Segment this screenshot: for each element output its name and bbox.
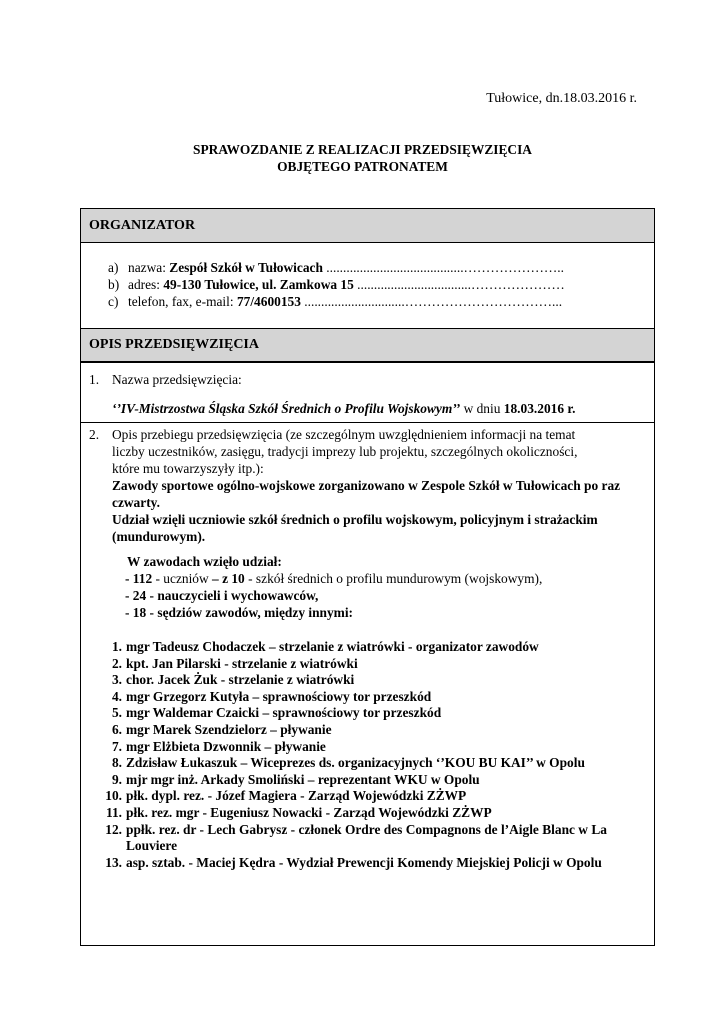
judge-text: chor. Jacek Żuk - strzelanie z wiatrówki bbox=[126, 672, 355, 688]
judge-list-item bbox=[101, 805, 651, 822]
judge-number: 1. bbox=[111, 639, 122, 654]
title-line-2: OBJĘTEGO PATRONATEM bbox=[277, 159, 448, 174]
intro-line-1: Opis przebiegu przedsięwzięcia (ze szczególnym uwzględnieniem informacji na temat bbox=[112, 427, 576, 442]
judge-list-item bbox=[101, 739, 651, 756]
judge-text: Zdzisław Łukaszuk – Wiceprezes ds. organizacyjnych ‘’KOU BU KAI’’ w Opolu bbox=[126, 755, 585, 771]
judge-number: 8. bbox=[111, 755, 122, 771]
judge-list-item bbox=[101, 788, 651, 805]
organizer-name-line bbox=[108, 259, 564, 276]
judge-text: kpt. Jan Pilarski - strzelanie z wiatrówki bbox=[126, 655, 358, 671]
schools-count: – z 10 bbox=[212, 571, 245, 586]
organizer-contact-value: 77/4600153 bbox=[236, 294, 301, 309]
judge-list-item bbox=[101, 672, 651, 689]
judges-count: - 18 bbox=[125, 605, 147, 620]
document-date: Tułowice, dn.18.03.2016 r. bbox=[486, 91, 637, 106]
judge-number: 7. bbox=[111, 738, 122, 754]
document-title bbox=[0, 141, 725, 175]
judge-number: 12. bbox=[105, 821, 122, 837]
organizer-contact-label: telefon, fax, e-mail: bbox=[128, 294, 237, 309]
participants-teachers-line: - 24 - nauczycieli i wychowawców, bbox=[125, 588, 319, 603]
organizer-address-value: 49-130 Tułowice, ul. Zamkowa 15 bbox=[163, 277, 354, 292]
participants-students-line bbox=[125, 570, 542, 587]
item-1-cell bbox=[81, 362, 654, 422]
judge-text: mgr Grzegorz Kutyła – sprawnościowy tor przeszkód bbox=[126, 688, 432, 704]
item-2-number: 2. bbox=[89, 427, 100, 442]
event-date: 18.03.2016 r. bbox=[503, 401, 576, 416]
organizer-address-dots: ..................................………………… bbox=[353, 277, 565, 292]
judge-list-item bbox=[101, 855, 651, 872]
participants-judges-line bbox=[125, 604, 353, 621]
organizer-heading: ORGANIZATOR bbox=[81, 209, 654, 243]
intro-line-2: liczby uczestników, zasięgu, tradycji imprezy lub projektu, szczególnych okoliczności, bbox=[112, 444, 578, 459]
organizer-name-value: Zespół Szkół w Tułowicach bbox=[169, 260, 323, 275]
judge-number: 3. bbox=[111, 672, 122, 688]
organizer-contact-dots: ..............................……………………………... bbox=[300, 294, 563, 309]
judge-list-item bbox=[101, 705, 651, 722]
judge-number: 10. bbox=[105, 788, 122, 804]
organizer-address-label: adres: bbox=[128, 277, 164, 292]
judges-list bbox=[101, 639, 651, 871]
marker-b: b) bbox=[108, 277, 120, 292]
judge-list-item bbox=[101, 772, 651, 789]
organizer-name-dots: .........................................………………….. bbox=[322, 260, 564, 275]
event-date-prefix: w dniu bbox=[460, 401, 504, 416]
students-count: - 112 bbox=[125, 571, 153, 586]
judge-text: asp. sztab. - Maciej Kędra - Wydział Prewencji Komendy Miejskiej Policji w Opolu bbox=[126, 854, 602, 870]
judge-number: 6. bbox=[111, 721, 122, 737]
event-name-line bbox=[112, 400, 575, 417]
item-2-cell bbox=[81, 422, 654, 943]
report-form bbox=[80, 208, 655, 946]
item-2-paragraph-1: Zawody sportowe ogólno-wojskowe zorganizowano w Zespole Szkół w Tułowicach po raz czwarty. bbox=[112, 478, 621, 510]
item-2-intro bbox=[112, 426, 642, 477]
judges-label: - sędziów zawodów, między innymi: bbox=[146, 605, 354, 620]
marker-a: a) bbox=[108, 260, 119, 275]
description-heading: OPIS PRZEDSIĘWZIĘCIA bbox=[81, 328, 654, 362]
participants-heading: W zawodach wzięło udział: bbox=[127, 554, 282, 569]
item-2-paragraph-2: Udział wzięli uczniowie szkół średnich o profilu wojskowym, policyjnym i strażackim (mundurowym). bbox=[112, 512, 598, 544]
intro-line-3: które mu towarzyszyły itp.): bbox=[112, 461, 264, 476]
judge-text: płk. dypl. rez. - Józef Magiera - Zarząd Wojewódzki ZŻWP bbox=[126, 788, 467, 804]
judge-text: mgr Elżbieta Dzwonnik – pływanie bbox=[126, 738, 326, 754]
judge-text: mgr Tadeusz Chodaczek – strzelanie z wiatrówki - organizator zawodów bbox=[126, 639, 539, 654]
judge-text: mgr Marek Szendzielorz – pływanie bbox=[126, 721, 332, 737]
item-1-label: Nazwa przedsięwzięcia: bbox=[112, 372, 242, 387]
organizer-name-label: nazwa: bbox=[128, 260, 170, 275]
item-1-number: 1. bbox=[89, 372, 100, 387]
schools-label: - szkół średnich o profilu mundurowym (wojskowym), bbox=[244, 571, 543, 586]
judge-text: mgr Waldemar Czaicki – sprawnościowy tor przeszkód bbox=[126, 705, 442, 721]
judge-text: mjr mgr inż. Arkady Smoliński – reprezentant WKU w Opolu bbox=[126, 771, 480, 787]
judge-number: 9. bbox=[111, 771, 122, 787]
judge-list-item bbox=[101, 639, 651, 656]
judge-text: ppłk. rez. dr - Lech Gabrysz - członek Ordre des Compagnons de l’Aigle Blanc w La Louviere bbox=[126, 821, 607, 854]
judge-number: 11. bbox=[106, 804, 122, 820]
judge-list-item bbox=[101, 689, 651, 706]
organizer-address-line bbox=[108, 276, 565, 293]
judge-list-item bbox=[101, 755, 651, 772]
organizer-contact-line bbox=[108, 293, 562, 310]
title-line-1: SPRAWOZDANIE Z REALIZACJI PRZEDSIĘWZIĘCIA bbox=[193, 142, 532, 157]
judge-number: 5. bbox=[111, 705, 122, 721]
judge-list-item bbox=[101, 722, 651, 739]
judge-text: płk. rez. mgr - Eugeniusz Nowacki - Zarząd Wojewódzki ZŻWP bbox=[126, 804, 492, 820]
judge-number: 2. bbox=[111, 655, 122, 671]
marker-c: c) bbox=[108, 294, 119, 309]
judge-number: 4. bbox=[111, 688, 122, 704]
judge-number: 13. bbox=[105, 854, 122, 870]
students-label: - uczniów bbox=[152, 571, 213, 586]
judge-list-item bbox=[101, 656, 651, 673]
event-name: ‘’IV-Mistrzostwa Śląska Szkół Średnich o Profilu Wojskowym’’ bbox=[112, 401, 461, 416]
organizer-details bbox=[81, 243, 654, 328]
judge-list-item bbox=[101, 822, 651, 855]
